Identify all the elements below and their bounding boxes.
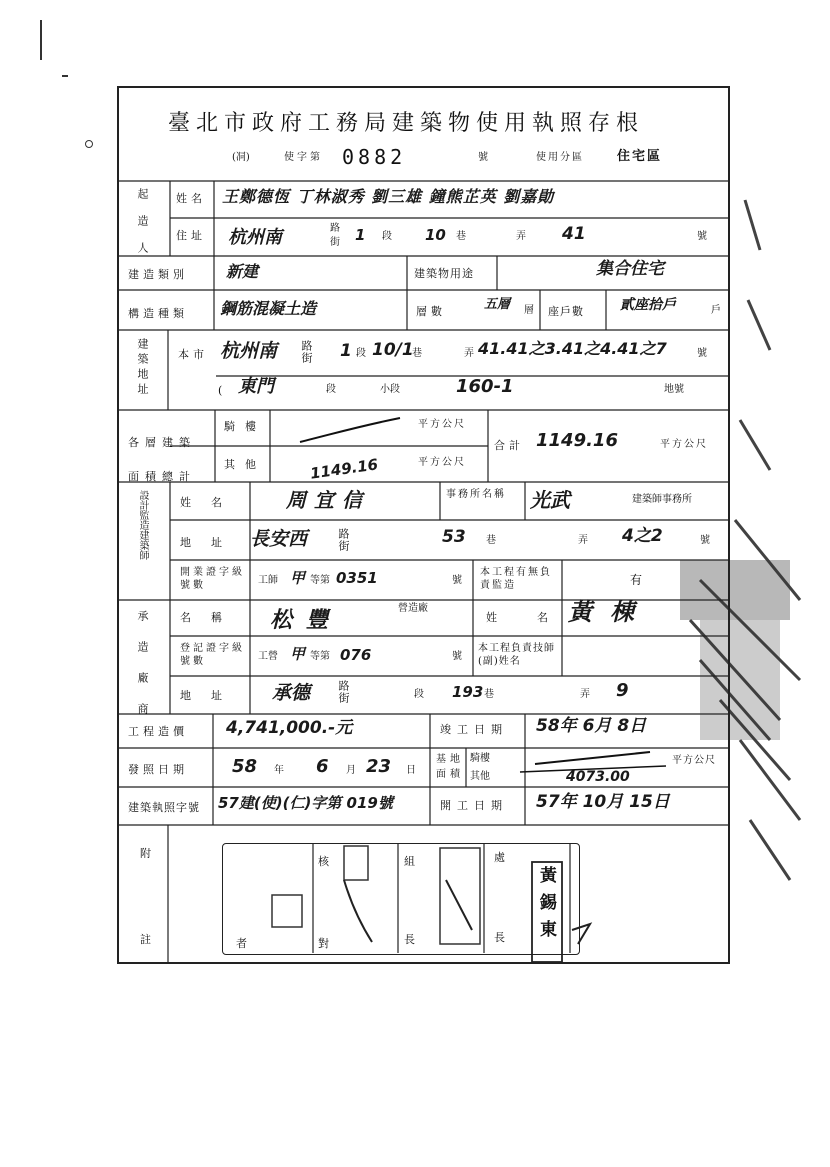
signature-seal: 黃錫東	[536, 866, 556, 947]
site-section-label: 建築地址	[136, 338, 149, 398]
arcade-unit: 平方公尺	[418, 419, 466, 430]
contractor-reg-prefix: 工營	[258, 651, 278, 662]
owner-address-section: 1	[355, 226, 366, 244]
designer-responsible-value: 有	[630, 573, 643, 587]
site-xiang-value: 10/1	[372, 340, 414, 360]
base-area-value: 4073.00	[566, 769, 630, 785]
owner-address-xiang: 10	[425, 226, 446, 244]
remarks-label-top: 附	[140, 847, 155, 860]
building-use-label: 建築物用途	[414, 267, 474, 280]
designer-section-label: 設計監造建築師	[137, 490, 148, 560]
permit-hao-label: 號	[478, 152, 488, 163]
contractor-address-xiang-label: 巷	[484, 689, 494, 700]
structure-label: 構造種類	[128, 307, 188, 320]
issue-year: 58	[232, 756, 258, 777]
site-road-label: 路街	[300, 340, 313, 364]
dept-top: 處	[494, 851, 509, 864]
site-city-label: 本市	[178, 348, 208, 361]
contractor-tech-label: 本工程負責技師(副)姓名	[478, 643, 555, 667]
designer-name-label: 姓名	[180, 496, 242, 509]
floors-unit: 層	[524, 305, 534, 316]
category-label: 建造類別	[128, 268, 188, 281]
designer-address-label: 地址	[180, 536, 242, 549]
group-bottom: 長	[404, 933, 419, 946]
owner-address-lu: 路	[330, 223, 340, 234]
contractor-reg-word: 等第	[310, 651, 330, 662]
owner-address-label: 住址	[176, 229, 206, 242]
site-hao-label: 號	[697, 348, 707, 359]
site-nong-label: 弄	[464, 348, 474, 359]
owner-address-jie: 街	[330, 237, 340, 248]
designer-responsible-label: 本工程有無負責監造	[480, 567, 552, 591]
approver-top: 核	[318, 855, 333, 868]
issue-day-label: 日	[406, 765, 416, 776]
contractor-reg-grade: 甲	[290, 645, 306, 663]
site-district-value: 東門	[238, 376, 274, 397]
owner-address-duan: 段	[382, 231, 392, 242]
owner-address-nong-label: 弄	[516, 231, 526, 242]
units-unit: 戶	[711, 305, 721, 316]
designer-license-number: 0351	[336, 569, 378, 587]
cost-label: 工程造價	[128, 725, 188, 738]
designer-license-prefix: 工師	[258, 575, 278, 586]
owner-address-road: 杭州南	[228, 227, 282, 248]
total-unit: 平方公尺	[660, 439, 708, 450]
permit-prefix: (㓊)	[232, 152, 250, 163]
total-label: 合計	[494, 439, 524, 452]
start-label: 開工日期	[440, 799, 508, 812]
permit-word-label: 使字第	[284, 152, 323, 163]
other-unit: 平方公尺	[418, 457, 466, 468]
designer-address-number: 4之2	[622, 526, 663, 546]
designer-address-road: 長安西	[250, 528, 308, 550]
permit-number: 0882	[342, 145, 407, 169]
contractor-address-xiang: 193	[452, 683, 484, 701]
issue-year-label: 年	[274, 765, 284, 776]
owner-address-xiang-label: 巷	[456, 231, 466, 242]
designer-office-suffix: 建築師事務所	[632, 494, 692, 505]
arcade-small-label: 騎樓	[470, 753, 490, 764]
site-paren: (	[218, 384, 227, 397]
designer-address-road-label: 路街	[337, 528, 350, 552]
cost-value: 4,741,000.-元	[226, 718, 353, 738]
designer-license-label: 開業證字級號數	[180, 567, 245, 591]
contractor-address-road-label: 路街	[337, 680, 350, 704]
base-unit: 平方公尺	[672, 755, 716, 766]
contractor-name-suffix: 營造廠	[398, 603, 428, 614]
units-value: 貳座拾戶	[620, 297, 676, 313]
contractor-address-number: 9	[616, 680, 629, 701]
contractor-address-nong: 弄	[580, 689, 590, 700]
contractor-reg-number: 076	[340, 646, 372, 664]
contractor-address-road: 承德	[272, 682, 311, 704]
designer-name-value: 周宜信	[286, 488, 370, 512]
building-use-value: 集合住宅	[596, 259, 664, 279]
contractor-reg-label: 登記證字級號數	[180, 643, 245, 667]
site-land-number: 160-1	[456, 376, 514, 397]
category-value: 新建	[226, 262, 259, 281]
other-value: 1149.16	[309, 455, 380, 483]
contractor-person-label: 姓名	[486, 611, 588, 624]
issue-month: 6	[316, 756, 329, 777]
contractor-address-label: 地址	[180, 689, 242, 702]
contractor-reg-hao: 號	[452, 651, 462, 662]
floors-label: 層數	[416, 305, 446, 318]
complete-value: 58年 6月 8日	[536, 716, 647, 736]
issue-day: 23	[366, 756, 392, 777]
site-subsection-label: 小段	[380, 384, 400, 395]
designer-address-xiang: 巷	[486, 535, 496, 546]
use-zone-label: 使用分區	[536, 152, 584, 163]
site-land-label: 地號	[664, 384, 684, 395]
building-permit-label: 建築執照字號	[128, 801, 200, 814]
owner-address-hao: 號	[697, 231, 707, 242]
designer-license-word: 等第	[310, 575, 330, 586]
designer-office-value: 光武	[530, 488, 570, 512]
approver-left: 者	[236, 937, 251, 950]
contractor-name-value: 松豐	[270, 608, 343, 633]
owner-name-value: 王鄭德恆 丁林淑秀 劉三雄 鐘熊芷英 劉嘉勛	[222, 187, 555, 206]
issue-month-label: 月	[346, 765, 356, 776]
contractor-section-label: 承造廠商	[136, 610, 149, 734]
arcade-label: 騎樓	[224, 420, 266, 433]
remarks-label-bottom: 註	[140, 933, 155, 946]
designer-address-duan: 53	[442, 527, 466, 547]
owner-name-label: 姓名	[176, 192, 206, 205]
total-value: 1149.16	[536, 430, 618, 451]
units-label: 座戶數	[548, 305, 584, 318]
building-permit-value: 57建(使)(仁)字第 019號	[218, 794, 393, 812]
contractor-name-label: 名稱	[180, 611, 242, 624]
designer-address-nong: 弄	[578, 535, 588, 546]
group-top: 組	[404, 855, 419, 868]
other-label: 其他	[224, 458, 266, 471]
site-duan-value: 1	[340, 341, 352, 361]
form-title: 臺北市政府工務局建築物使用執照存根	[168, 111, 645, 136]
other-small-label: 其他	[470, 771, 490, 782]
owner-section-label: 起造人	[136, 188, 149, 269]
designer-license-hao: 號	[452, 575, 462, 586]
site-numbers-value: 41.41之3.41之4.41之7	[478, 339, 667, 358]
floors-value: 五層	[484, 297, 511, 312]
designer-address-hao: 號	[700, 535, 710, 546]
contractor-person-value: 黃棟	[568, 598, 652, 626]
contractor-address-duan: 段	[414, 689, 424, 700]
designer-office-label: 事務所名稱	[446, 489, 506, 500]
site-road-value: 杭州南	[220, 340, 278, 362]
use-zone-value: 住宅區	[617, 149, 663, 164]
checker-label: 對	[318, 937, 333, 950]
designer-license-grade: 甲	[290, 569, 306, 587]
site-duan-label: 段	[356, 348, 366, 359]
owner-address-number: 41	[562, 224, 586, 244]
structure-value: 鋼筋混凝土造	[220, 299, 317, 318]
dept-bottom: 長	[494, 931, 509, 944]
issue-label: 發照日期	[128, 763, 188, 776]
base-area-label: 基地面積	[436, 754, 464, 780]
floor-area-label: 各層建築面積總計	[128, 436, 196, 483]
start-value: 57年 10月 15日	[536, 792, 670, 812]
site-xiang-label: 巷	[412, 348, 422, 359]
complete-label: 竣工日期	[440, 723, 508, 736]
site-district-label: 段	[326, 384, 336, 395]
